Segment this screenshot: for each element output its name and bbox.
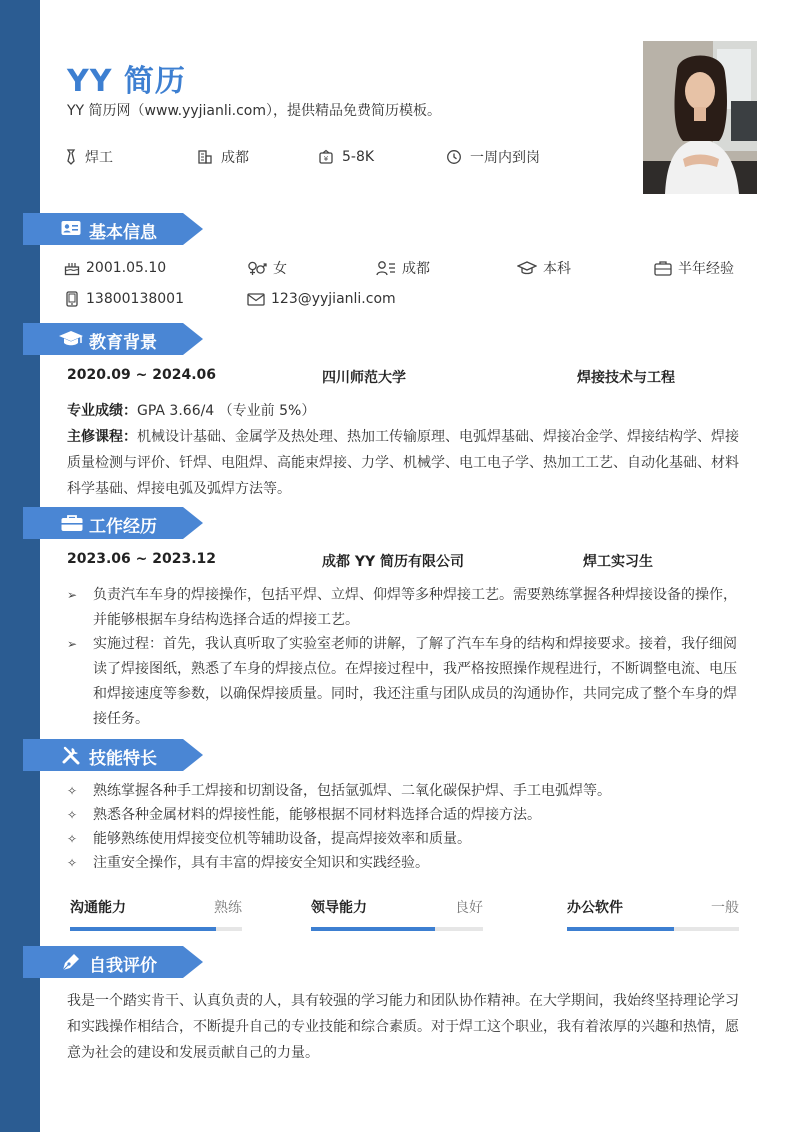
pen-icon xyxy=(61,952,81,972)
intent-salary xyxy=(318,147,374,167)
wallet-icon xyxy=(318,149,334,165)
resume-name: YY 简历 xyxy=(67,64,186,99)
diamond-bullet-icon: ✧ xyxy=(67,832,78,846)
skill-rating xyxy=(70,897,242,937)
skill-bullet-text: 熟练掌握各种手工焊接和切割设备，包括氩弧焊、二氧化碳保护焊、手工电弧焊等。 xyxy=(93,783,611,799)
skill-bullet xyxy=(67,827,742,852)
diamond-bullet-icon: ✧ xyxy=(67,856,78,870)
section-header-work xyxy=(23,507,203,539)
work-position: 焊工实习生 xyxy=(583,554,653,570)
skill-rating-track xyxy=(311,927,483,931)
skill-rating-label: 办公软件 xyxy=(567,900,623,916)
section-title-self-eval: 自我评价 xyxy=(89,956,157,976)
section-header-education xyxy=(23,323,203,355)
id-card-icon xyxy=(61,220,81,236)
skill-rating xyxy=(567,897,739,937)
education-major: 焊接技术与工程 xyxy=(577,370,675,386)
intent-availability-text: 一周内到岗 xyxy=(470,150,540,166)
graduation-cap-icon xyxy=(59,330,83,348)
info-gender-text: 女 xyxy=(273,261,287,277)
work-company: 成都 YY 简历有限公司 xyxy=(322,554,465,570)
skill-rating-track xyxy=(70,927,242,931)
skill-bullet xyxy=(67,803,742,828)
section-header-basic-info xyxy=(23,213,203,245)
info-experience-text: 半年经验 xyxy=(678,261,734,277)
work-period: 2023.06 ~ 2023.12 xyxy=(67,551,217,567)
intent-availability xyxy=(446,147,540,167)
intent-city xyxy=(197,147,249,167)
section-title-basic-info: 基本信息 xyxy=(89,223,157,243)
education-school: 四川师范大学 xyxy=(322,370,406,386)
gender-icon xyxy=(247,260,267,276)
resume-subtitle: YY 简历网（www.yyjianli.com），提供精品免费简历模板。 xyxy=(67,103,441,119)
skill-rating-level: 一般 xyxy=(711,900,739,916)
skill-rating-label: 沟通能力 xyxy=(70,900,126,916)
info-phone xyxy=(64,289,184,309)
intent-city-text: 成都 xyxy=(221,150,249,166)
section-title-work: 工作经历 xyxy=(89,517,157,537)
diamond-bullet-icon: ✧ xyxy=(67,784,78,798)
education-period: 2020.09 ~ 2024.06 xyxy=(67,367,217,383)
skill-bullet-text: 注重安全操作，具有丰富的焊接安全知识和实践经验。 xyxy=(93,855,429,871)
work-bullet xyxy=(67,583,742,633)
info-degree-text: 本科 xyxy=(543,261,571,277)
diamond-bullet-icon: ✧ xyxy=(67,808,78,822)
info-experience xyxy=(654,258,734,278)
briefcase-icon xyxy=(61,514,83,532)
info-degree xyxy=(517,258,571,278)
education-gpa-value: GPA 3.66/4 （专业前 5%） xyxy=(137,403,316,419)
education-courses-label: 主修课程： xyxy=(67,429,137,445)
intent-job xyxy=(65,147,113,167)
info-email xyxy=(247,289,396,309)
skill-rating-fill xyxy=(311,927,435,931)
section-title-skills: 技能特长 xyxy=(89,749,157,769)
tools-icon xyxy=(61,745,81,765)
intent-salary-text: 5-8K xyxy=(342,149,375,165)
cake-icon xyxy=(64,260,80,276)
education-courses xyxy=(67,424,742,502)
skill-bullet-text: 熟悉各种金属材料的焊接性能，能够根据不同材料选择合适的焊接方法。 xyxy=(93,807,541,823)
phone-icon xyxy=(64,291,80,307)
graduation-cap-icon xyxy=(517,260,537,276)
info-email-text: 123@yyjianli.com xyxy=(271,291,396,307)
education-courses-value: 机械设计基础、金属学及热处理、热加工传输原理、电弧焊基础、焊接冶金学、焊接结构学、焊接质量检测与评价、钎焊、电阻焊、高能束焊接、力学、机械学、电工电子学、热加工工艺、自动化基础、材料科学基础、焊接电弧及弧焊方法等。 xyxy=(67,429,739,497)
user-list-icon xyxy=(376,260,396,276)
arrow-bullet-icon: ➢ xyxy=(67,588,78,602)
info-birthday-text: 2001.05.10 xyxy=(86,260,167,276)
education-gpa-label: 专业成绩： xyxy=(67,403,137,419)
work-bullet xyxy=(67,632,742,732)
clock-icon xyxy=(446,149,462,165)
skill-rating-level: 熟练 xyxy=(214,900,242,916)
profile-photo xyxy=(643,41,757,194)
skill-rating-level: 良好 xyxy=(455,900,483,916)
skill-bullet xyxy=(67,779,742,804)
section-header-self-eval xyxy=(23,946,203,978)
svg-text:¥: ¥ xyxy=(323,155,329,163)
work-bullet-text: 负责汽车车身的焊接操作，包括平焊、立焊、仰焊等多种焊接工艺。需要熟练掌握各种焊接设备的操作，并能够根据车身结构选择合适的焊接工艺。 xyxy=(93,587,737,628)
section-title-education: 教育背景 xyxy=(89,333,157,353)
skill-bullet-text: 能够熟练使用焊接变位机等辅助设备，提高焊接效率和质量。 xyxy=(93,831,471,847)
tie-icon xyxy=(65,149,77,165)
info-phone-text: 13800138001 xyxy=(86,291,184,307)
arrow-bullet-icon: ➢ xyxy=(67,637,78,651)
info-hometown-text: 成都 xyxy=(402,261,430,277)
intent-job-text: 焊工 xyxy=(85,150,113,166)
skill-rating-fill xyxy=(567,927,674,931)
skill-rating-fill xyxy=(70,927,216,931)
education-gpa xyxy=(67,398,742,424)
self-evaluation-text: 我是一个踏实肯干、认真负责的人，具有较强的学习能力和团队协作精神。在大学期间，我始终坚持理论学习和实践操作相结合，不断提升自己的专业技能和综合素质。对于焊工这个职业，我有着浓厚的兴趣和热情，愿意为社会的建设和发展贡献自己的力量。 xyxy=(67,993,739,1061)
work-bullet-text: 实施过程：首先，我认真听取了实验室老师的讲解，了解了汽车车身的结构和焊接要求。接着，我仔细阅读了焊接图纸，熟悉了车身的焊接点位。在焊接过程中，我严格按照操作规程进行，不断调整电流、电压和焊接速度等参数，以确保焊接质量。同时，我还注重与团队成员的沟通协作，共同完成了整个车身的焊接任务。 xyxy=(93,636,737,727)
building-icon xyxy=(197,149,213,165)
section-header-skills xyxy=(23,739,203,771)
info-gender xyxy=(247,258,287,278)
skill-rating-track xyxy=(567,927,739,931)
skill-rating xyxy=(311,897,483,937)
info-birthday xyxy=(64,258,166,278)
skill-rating-label: 领导能力 xyxy=(311,900,367,916)
info-hometown xyxy=(376,258,430,278)
skill-bullet xyxy=(67,851,742,876)
mail-icon xyxy=(247,291,265,307)
briefcase-icon xyxy=(654,260,672,276)
